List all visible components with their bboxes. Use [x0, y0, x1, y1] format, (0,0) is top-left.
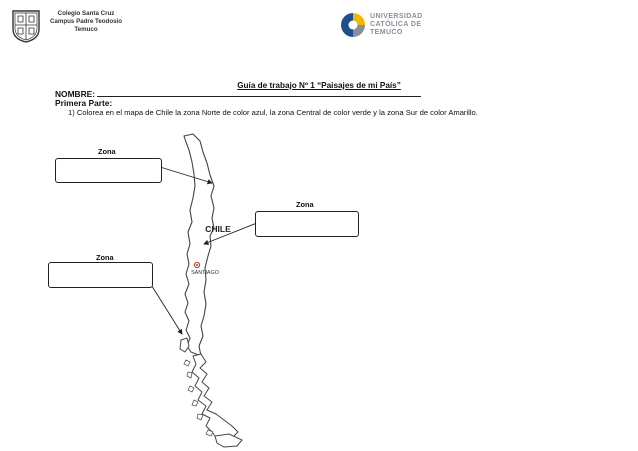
university-name-line3: TEMUCO: [370, 29, 403, 36]
zone-label-3: Zona: [96, 253, 114, 262]
zone-answer-box-1[interactable]: [55, 158, 162, 183]
school-name-line1: Colegio Santa Cruz: [57, 10, 115, 17]
zone-label-1: Zona: [98, 147, 116, 156]
zone-label-2: Zona: [296, 200, 314, 209]
university-name-line2: CATÓLICA DE: [370, 21, 422, 28]
school-name-line3: Temuco: [74, 26, 98, 33]
university-name-line1: UNIVERSIDAD: [370, 13, 423, 20]
chile-mainland-outline: [184, 134, 214, 356]
capital-label: SANTIAGO: [191, 270, 219, 276]
part-label: Primera Parte:: [55, 98, 113, 108]
santiago-marker-dot-icon: [196, 264, 198, 266]
tierra-del-fuego-outline: [215, 434, 242, 447]
zone-answer-box-2[interactable]: [255, 211, 359, 237]
instruction-text: 1) Colorea en el mapa de Chile la zona Norte de color azul, la zona Central de color verde y la zona Sur de color Amarillo.: [68, 108, 478, 117]
worksheet-title: Guía de trabajo Nº 1 “Paisajes de mi País”: [237, 81, 401, 90]
zone-answer-box-3[interactable]: [48, 262, 153, 288]
country-label: CHILE: [205, 224, 231, 234]
chiloe-island-outline: [180, 338, 189, 352]
name-label: NOMBRE:: [55, 89, 96, 99]
southern-fjords-outline: [192, 354, 238, 440]
school-name-line2: Campus Padre Teodosio: [49, 18, 123, 25]
arrow-zone-3: [150, 283, 182, 334]
